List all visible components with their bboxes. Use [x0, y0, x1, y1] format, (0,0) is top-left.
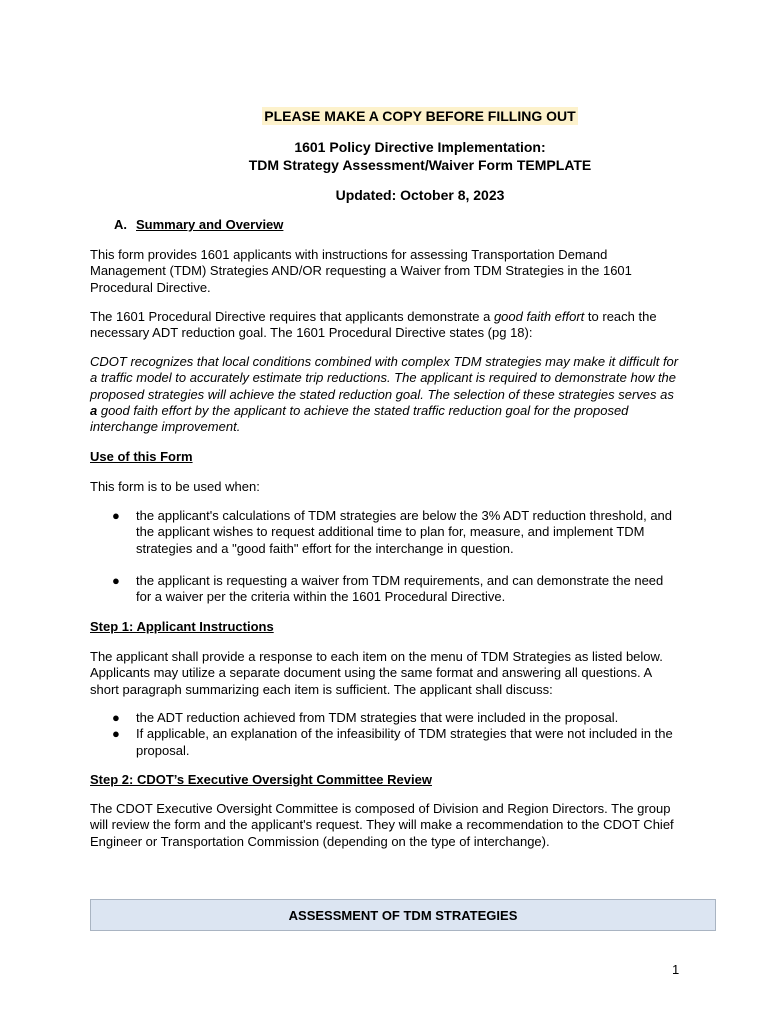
- quote-before: CDOT recognizes that local conditions combined with complex TDM strategies may make it difficult for a traffic model to accurately estimate trip reductions. The applicant is required to demonstrate how the proposed strategies will achieve the stated reduction goal. The selection of these strategies serves as: [90, 354, 679, 402]
- step1-bullets: [90, 710, 680, 759]
- step1-paragraph: The applicant shall provide a response to each item on the menu of TDM Strategies as listed below. Applicants may utilize a separate document using the same format and answering all questions. A short paragraph summarizing each item is sufficient. The applicant shall discuss:: [90, 649, 663, 697]
- updated-date: Updated: October 8, 2023: [335, 187, 505, 203]
- good-faith-paragraph: [90, 309, 680, 342]
- title-line-2: TDM Strategy Assessment/Waiver Form TEMPLATE: [248, 157, 592, 173]
- step2-paragraph: The CDOT Executive Oversight Committee is composed of Division and Region Directors. The group will review the form and the applicant's request. They will make a recommendation to the CDOT Chief Engineer or Transportation Commission (depending on the type of interchange).: [90, 801, 674, 849]
- section-a-title: Summary and Overview: [136, 217, 284, 232]
- para2-before: The 1601 Procedural Directive requires that applicants demonstrate a: [90, 309, 494, 324]
- copy-notice: [90, 108, 750, 124]
- section-a-heading: [114, 217, 283, 233]
- copy-notice-text: PLEASE MAKE A COPY BEFORE FILLING OUT: [264, 108, 576, 124]
- bullet-icon: ●: [112, 572, 120, 588]
- list-item: [90, 508, 680, 557]
- bullet-text: the applicant is requesting a waiver from TDM requirements, and can demonstrate the need for a waiver per the criteria within the 1601 Procedural Directive.: [136, 572, 664, 605]
- bullet-text: If applicable, an explanation of the infeasibility of TDM strategies that were not included in the proposal.: [136, 726, 673, 758]
- bullet-icon: ●: [112, 508, 120, 523]
- para2-after: to reach the necessary ADT reduction goal. The 1601 Procedural Directive states (pg 18):: [90, 309, 657, 341]
- step2-heading: Step 2: CDOT’s Executive Oversight Committee Review: [90, 772, 432, 787]
- use-form-intro: This form is to be used when:: [90, 479, 260, 494]
- bullet-icon: ●: [112, 710, 120, 725]
- use-form-bullets: [90, 508, 680, 605]
- list-item: [90, 573, 680, 606]
- page-number: 1: [672, 962, 680, 977]
- list-item: [90, 710, 680, 726]
- step1-heading: Step 1: Applicant Instructions: [90, 619, 274, 634]
- quote-bold: a: [90, 402, 98, 418]
- bullet-text: the applicant's calculations of TDM strategies are below the 3% ADT reduction threshold, and the applicant wishes to request additional time to plan for, measure, and implement TDM strategies and a "good faith" effort for the interchange in question.: [136, 508, 673, 556]
- intro-paragraph: This form provides 1601 applicants with instructions for assessing Transportation Demand Management (TDM) Strategies AND/OR requesting a Waiver from TDM Strategies in the 1601 Procedural Directive.: [90, 247, 632, 295]
- directive-quote: [90, 354, 680, 435]
- document-title: [90, 138, 750, 174]
- para2-emphasis: good faith effort: [493, 309, 585, 324]
- list-item: [90, 726, 680, 759]
- bullet-icon: ●: [112, 726, 120, 742]
- assessment-section-header: [90, 899, 716, 931]
- use-form-heading: Use of this Form: [90, 449, 193, 464]
- bullet-text: the ADT reduction achieved from TDM strategies that were included in the proposal.: [136, 710, 619, 725]
- assessment-header-text: ASSESSMENT OF TDM STRATEGIES: [288, 907, 518, 923]
- quote-after: good faith effort by the applicant to achieve the stated traffic reduction goal for the proposed interchange improvement.: [90, 402, 629, 435]
- section-a-letter: A.: [114, 217, 127, 232]
- title-line-1: 1601 Policy Directive Implementation:: [294, 139, 546, 155]
